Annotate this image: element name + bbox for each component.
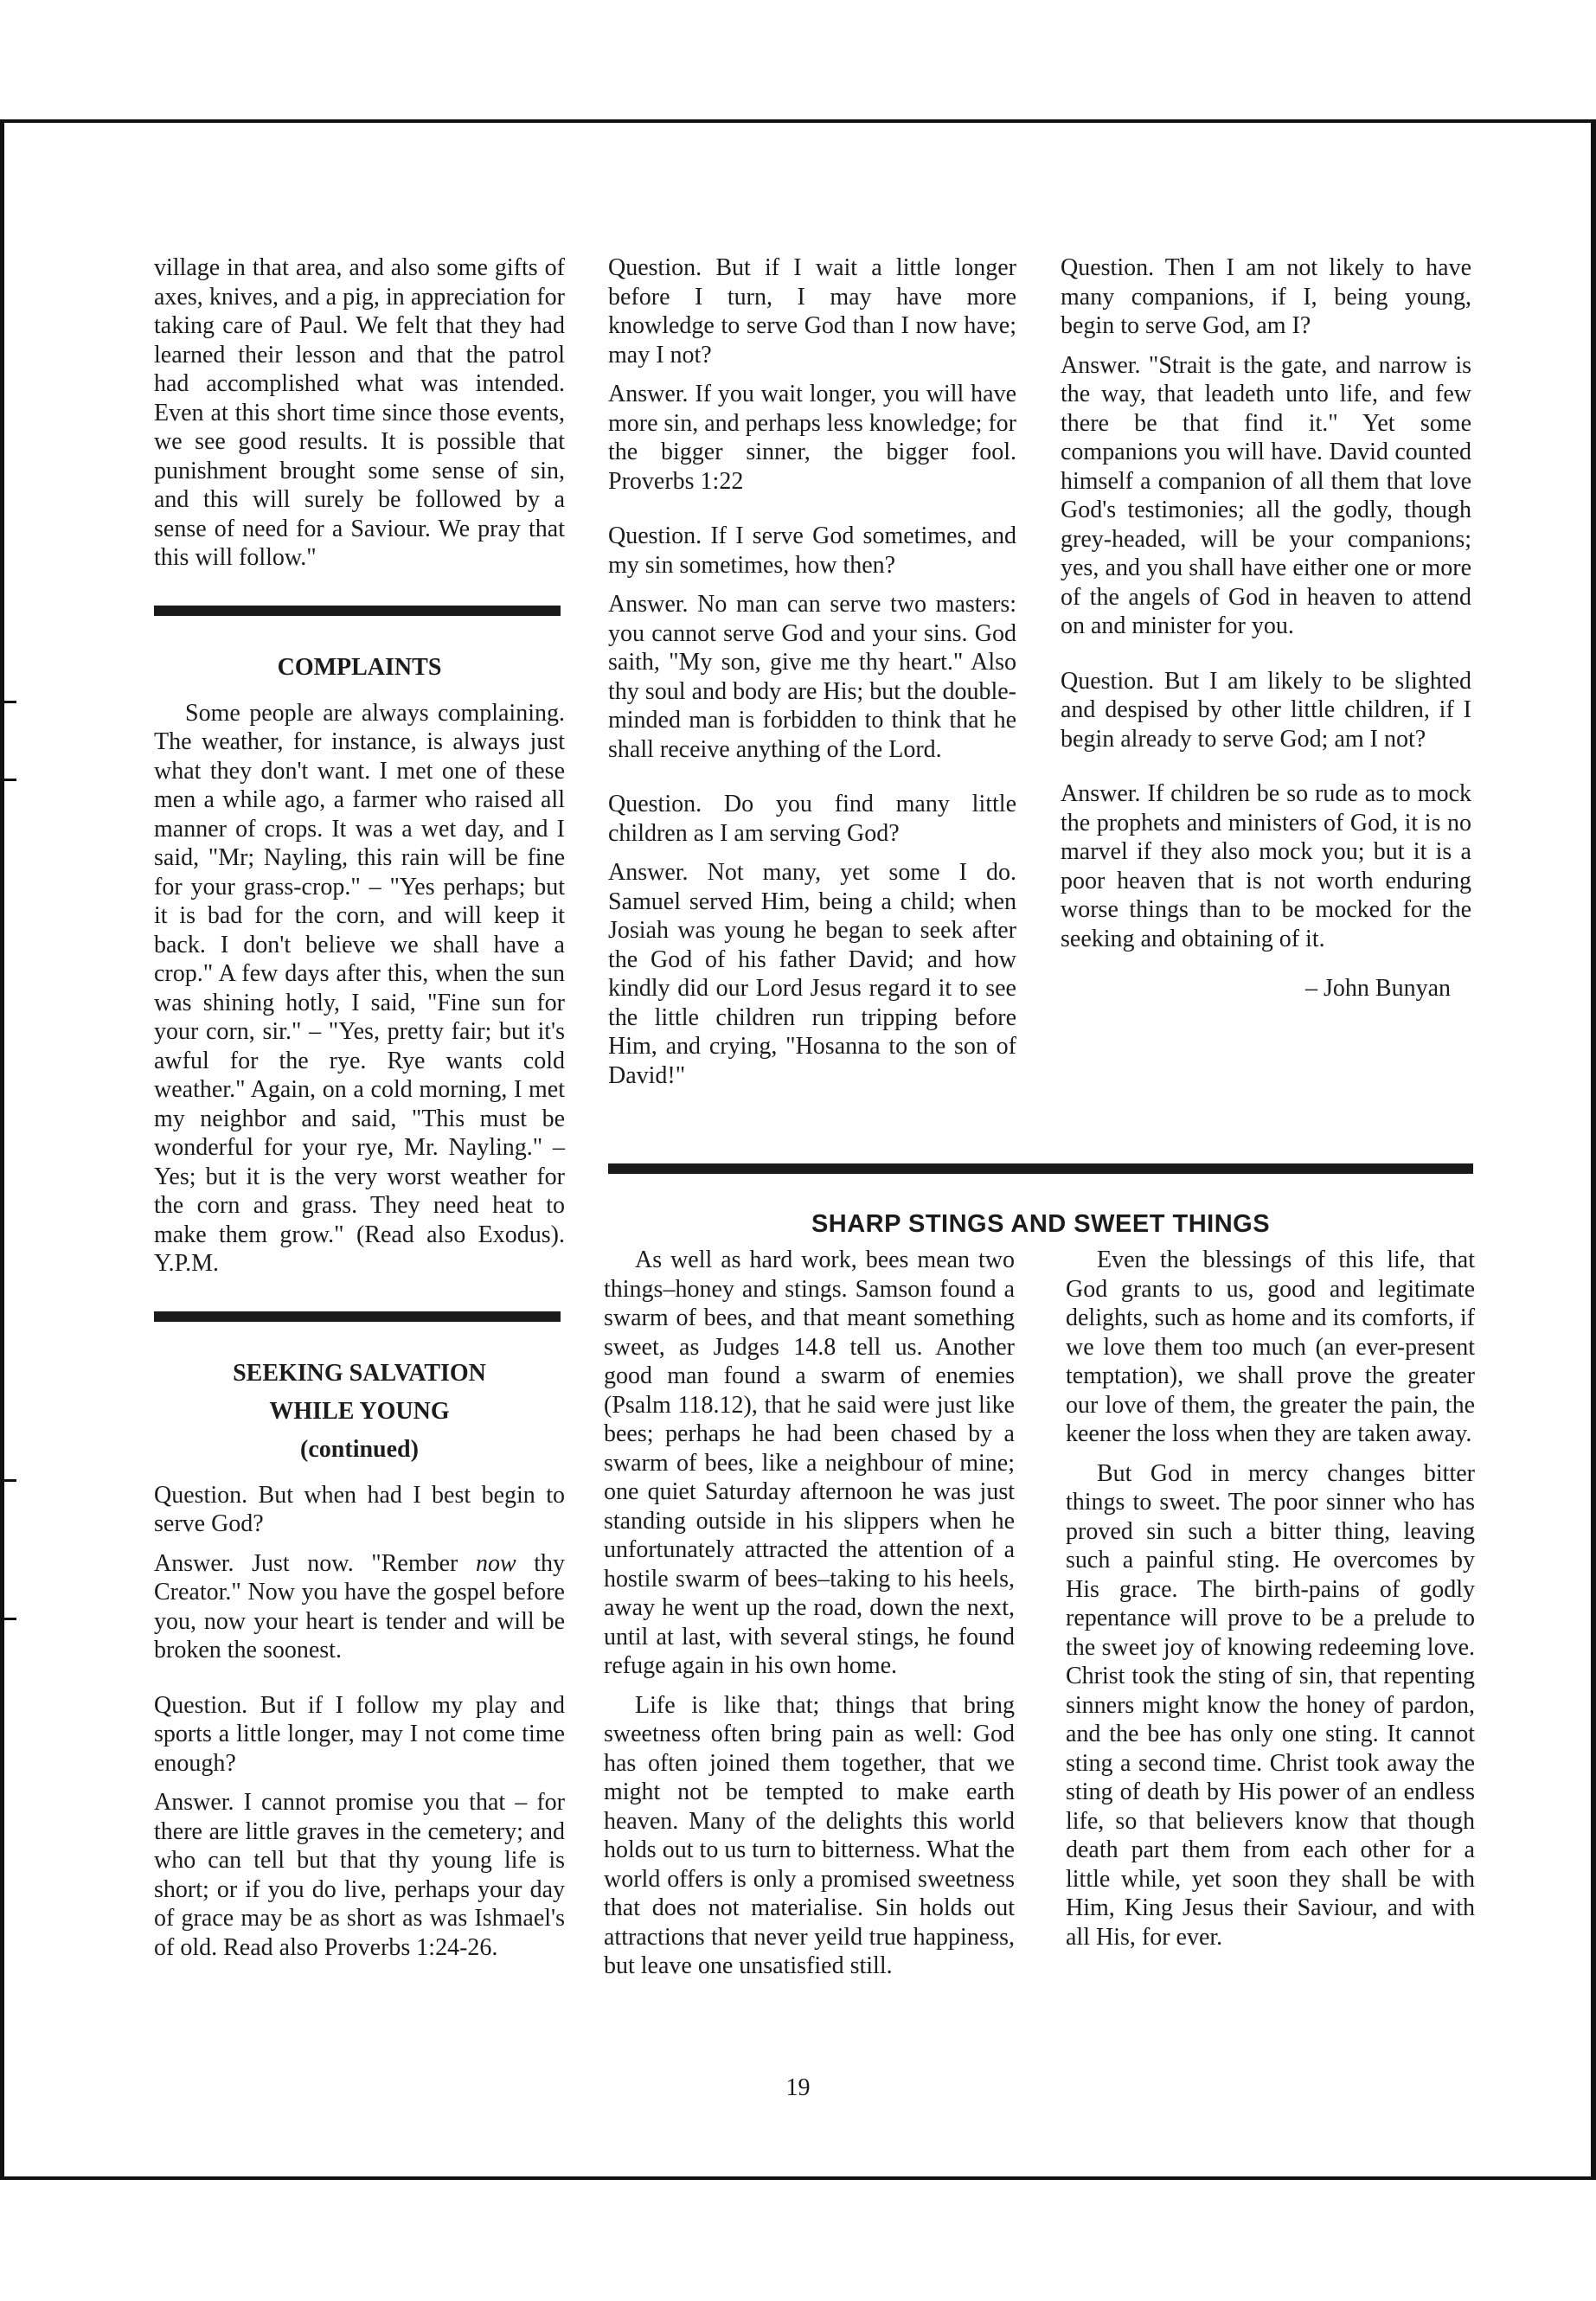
page-border-bottom (0, 2176, 1596, 2180)
answer-emphasis: now (475, 1549, 516, 1577)
article-paragraph: But God in mercy changes bitter things to sweet. The poor sinner who has proved sin such a bitter thing, leaving such a painful sting. He overcomes by His grace. The birth-pains of godly repentance will prove to be a prelude to the sweet joy of knowing redeeming love. Christ took the sting of sin, that repenting sinners might know the honey of pardon, and the bee has only one sting. It cannot sting a second time. Christ took away the sting of death by His power of an endless life, so that believers know that though death part them from each other for a little while, yet soon they shall be with Him, King Jesus their Saviour, and with all His, for ever. (1066, 1459, 1475, 1951)
complaints-title: COMPLAINTS (277, 653, 442, 681)
page-border-top (0, 119, 1596, 123)
column-right (1061, 253, 1471, 1003)
complaints-paragraph: Some people are always complaining. The weather, for instance, is always just what they don't want. I met one of these men a while ago, a farmer who raised all manner of crops. It was a wet day, and I said, "Mr; Nayling, this rain will be fine for your grass-crop." – "Yes perhaps; but it is bad for the corn, and will keep it back. I don't believe we shall have a crop." A few days after this, when the sun was shining hotly, I said, "Fine sun for your corn, sir." – "Yes, pretty fair; but it's awful for the rye. Rye wants cold weather." Again, on a cold morning, I met my neighbor and said, "This must be wonderful for your rye, Mr. Nayling." – Yes; but it is the very worst weather for the corn and grass. They need heat to make them grow." (Read also Exodus). Y.P.M. (154, 699, 565, 1277)
question-paragraph: Question. Then I am not likely to have many companions, if I, being young, begin to serve God, am I? (1061, 254, 1471, 339)
question-paragraph: Question. But I am likely to be slighted and despised by other little children, if I begin already to serve God; am I not? (1061, 667, 1471, 753)
article-paragraph: Even the blessings of this life, that God grants to us, good and legitimate delights, such as home and its comforts, if we love them too much (an ever-present temptation), we shall prove the greater our love of them, the greater the pain, the keener the loss when they are taken away. (1066, 1247, 1475, 1447)
border-mark (4, 779, 16, 781)
column-middle (608, 253, 1016, 1100)
answer-paragraph: Answer. No man can serve two masters: you cannot serve God and your sins. God saith, "My son, give me thy heart." Also thy soul and body are His; but the double-minded man is forbidden to think that he shall receive anything of the Lord. (608, 591, 1016, 763)
seeking-title-continued: (continued) (300, 1435, 419, 1463)
article-paragraph: Life is like that; things that bring sweetness often bring pain as well: God has often joined them together, that we might not be tempted to make earth heaven. Many of the delights this world holds out to us turn to bitterness. What the world offers is only a promised sweetness that does not materialise. Sin holds out attractions that never yeild true happiness, but leave one unsatisfied still. (604, 1691, 1015, 1979)
sharp-stings-title: SHARP STINGS AND SWEET THINGS (811, 1210, 1271, 1238)
question-paragraph: Question. But if I wait a little longer before I turn, I may have more knowledge to serve God than I now have; may I not? (608, 254, 1016, 369)
page-border-right (1591, 119, 1596, 2180)
border-mark (4, 701, 16, 703)
question-paragraph: Question. Do you find many little children as I am serving God? (608, 791, 1016, 847)
article-paragraph: As well as hard work, bees mean two things–honey and stings. Samson found a swarm of bees, and that meant something sweet, as Judges 14.8 tell us. Another good man found a swarm of enemies (Psalm 118.12), that he said were just like bees; perhaps he had been chased by a swarm of bees, like a neighbour of mine; one quiet Saturday afternoon he was just standing outside in his slippers when he unfortunately attracted the attention of a hostile swarm of bees–taking to his heels, away he went up the road, down the next, until at last, with several stings, he found refuge again in his own home. (604, 1247, 1015, 1679)
answer-text: thy Creator." Now you have the gospel before you, now your heart is tender and will be broken the soonest. (154, 1549, 565, 1663)
column-left (154, 253, 565, 1972)
seeking-title-line1: SEEKING SALVATION (233, 1359, 486, 1387)
seeking-title-line2: WHILE YOUNG (269, 1397, 450, 1425)
section-divider (154, 1311, 561, 1322)
border-mark (4, 1479, 16, 1482)
question-paragraph: Question. But when had I best begin to serve God? (154, 1481, 565, 1537)
answer-paragraph: Answer. "Strait is the gate, and narrow is the way, that leadeth unto life, and few there be that find it." Yet some companions you will have. David counted himself a companion of all them that love God's testimonies; all the godly, though grey-headed, will be your companions; yes, and you shall have either one or more of the angels of God in heaven to attend on and minister for you. (1061, 351, 1471, 639)
page-border-left (0, 119, 4, 2180)
section-divider (154, 606, 561, 616)
author-signature: – John Bunyan (1305, 975, 1451, 1002)
question-paragraph: Question. But if I follow my play and sports a little longer, may I not come time enough? (154, 1691, 565, 1777)
answer-paragraph (154, 1549, 565, 1665)
intro-paragraph: village in that area, and also some gifts of axes, knives, and a pig, in appreciation for taking care of Paul. We felt that they had learned their lesson and that the patrol had accomplished what was intended. Even at this short time since those events, we see good results. It is possible that punishment brought some sense of sin, and this will surely be followed by a sense of need for a Saviour. We pray that this will follow." (154, 254, 565, 571)
answer-paragraph: Answer. If children be so rude as to mock the prophets and ministers of God, it is no marvel if they also mock you; but it is a poor heaven that is not worth enduring worse things than to be mocked for the seeking and obtaining of it. (1061, 780, 1471, 952)
question-paragraph: Question. If I serve God sometimes, and my sin sometimes, how then? (608, 522, 1016, 579)
sharp-stings-left-column (604, 1246, 1015, 1991)
border-mark (4, 1618, 16, 1620)
answer-paragraph: Answer. Not many, yet some I do. Samuel served Him, being a child; when Josiah was young he began to seek after the God of his father David; and how kindly did our Lord Jesus regard it to see the little children run tripping before Him, and crying, "Hosanna to the son of David!" (608, 859, 1016, 1089)
answer-text: Answer. Just now. "Rember (154, 1549, 476, 1577)
section-divider-wide (608, 1163, 1473, 1174)
answer-paragraph: Answer. If you wait longer, you will have more sin, and perhaps less knowledge; for the bigger sinner, the bigger fool. Proverbs 1:22 (608, 381, 1016, 495)
page-number: 19 (785, 2074, 811, 2101)
answer-paragraph: Answer. I cannot promise you that – for there are little graves in the cemetery; and who can tell but that thy young life is short; or if you do live, perhaps your day of grace may be as short as was Ishmael's of old. Read also Proverbs 1:24-26. (154, 1789, 565, 1961)
sharp-stings-right-column (1066, 1246, 1475, 1962)
